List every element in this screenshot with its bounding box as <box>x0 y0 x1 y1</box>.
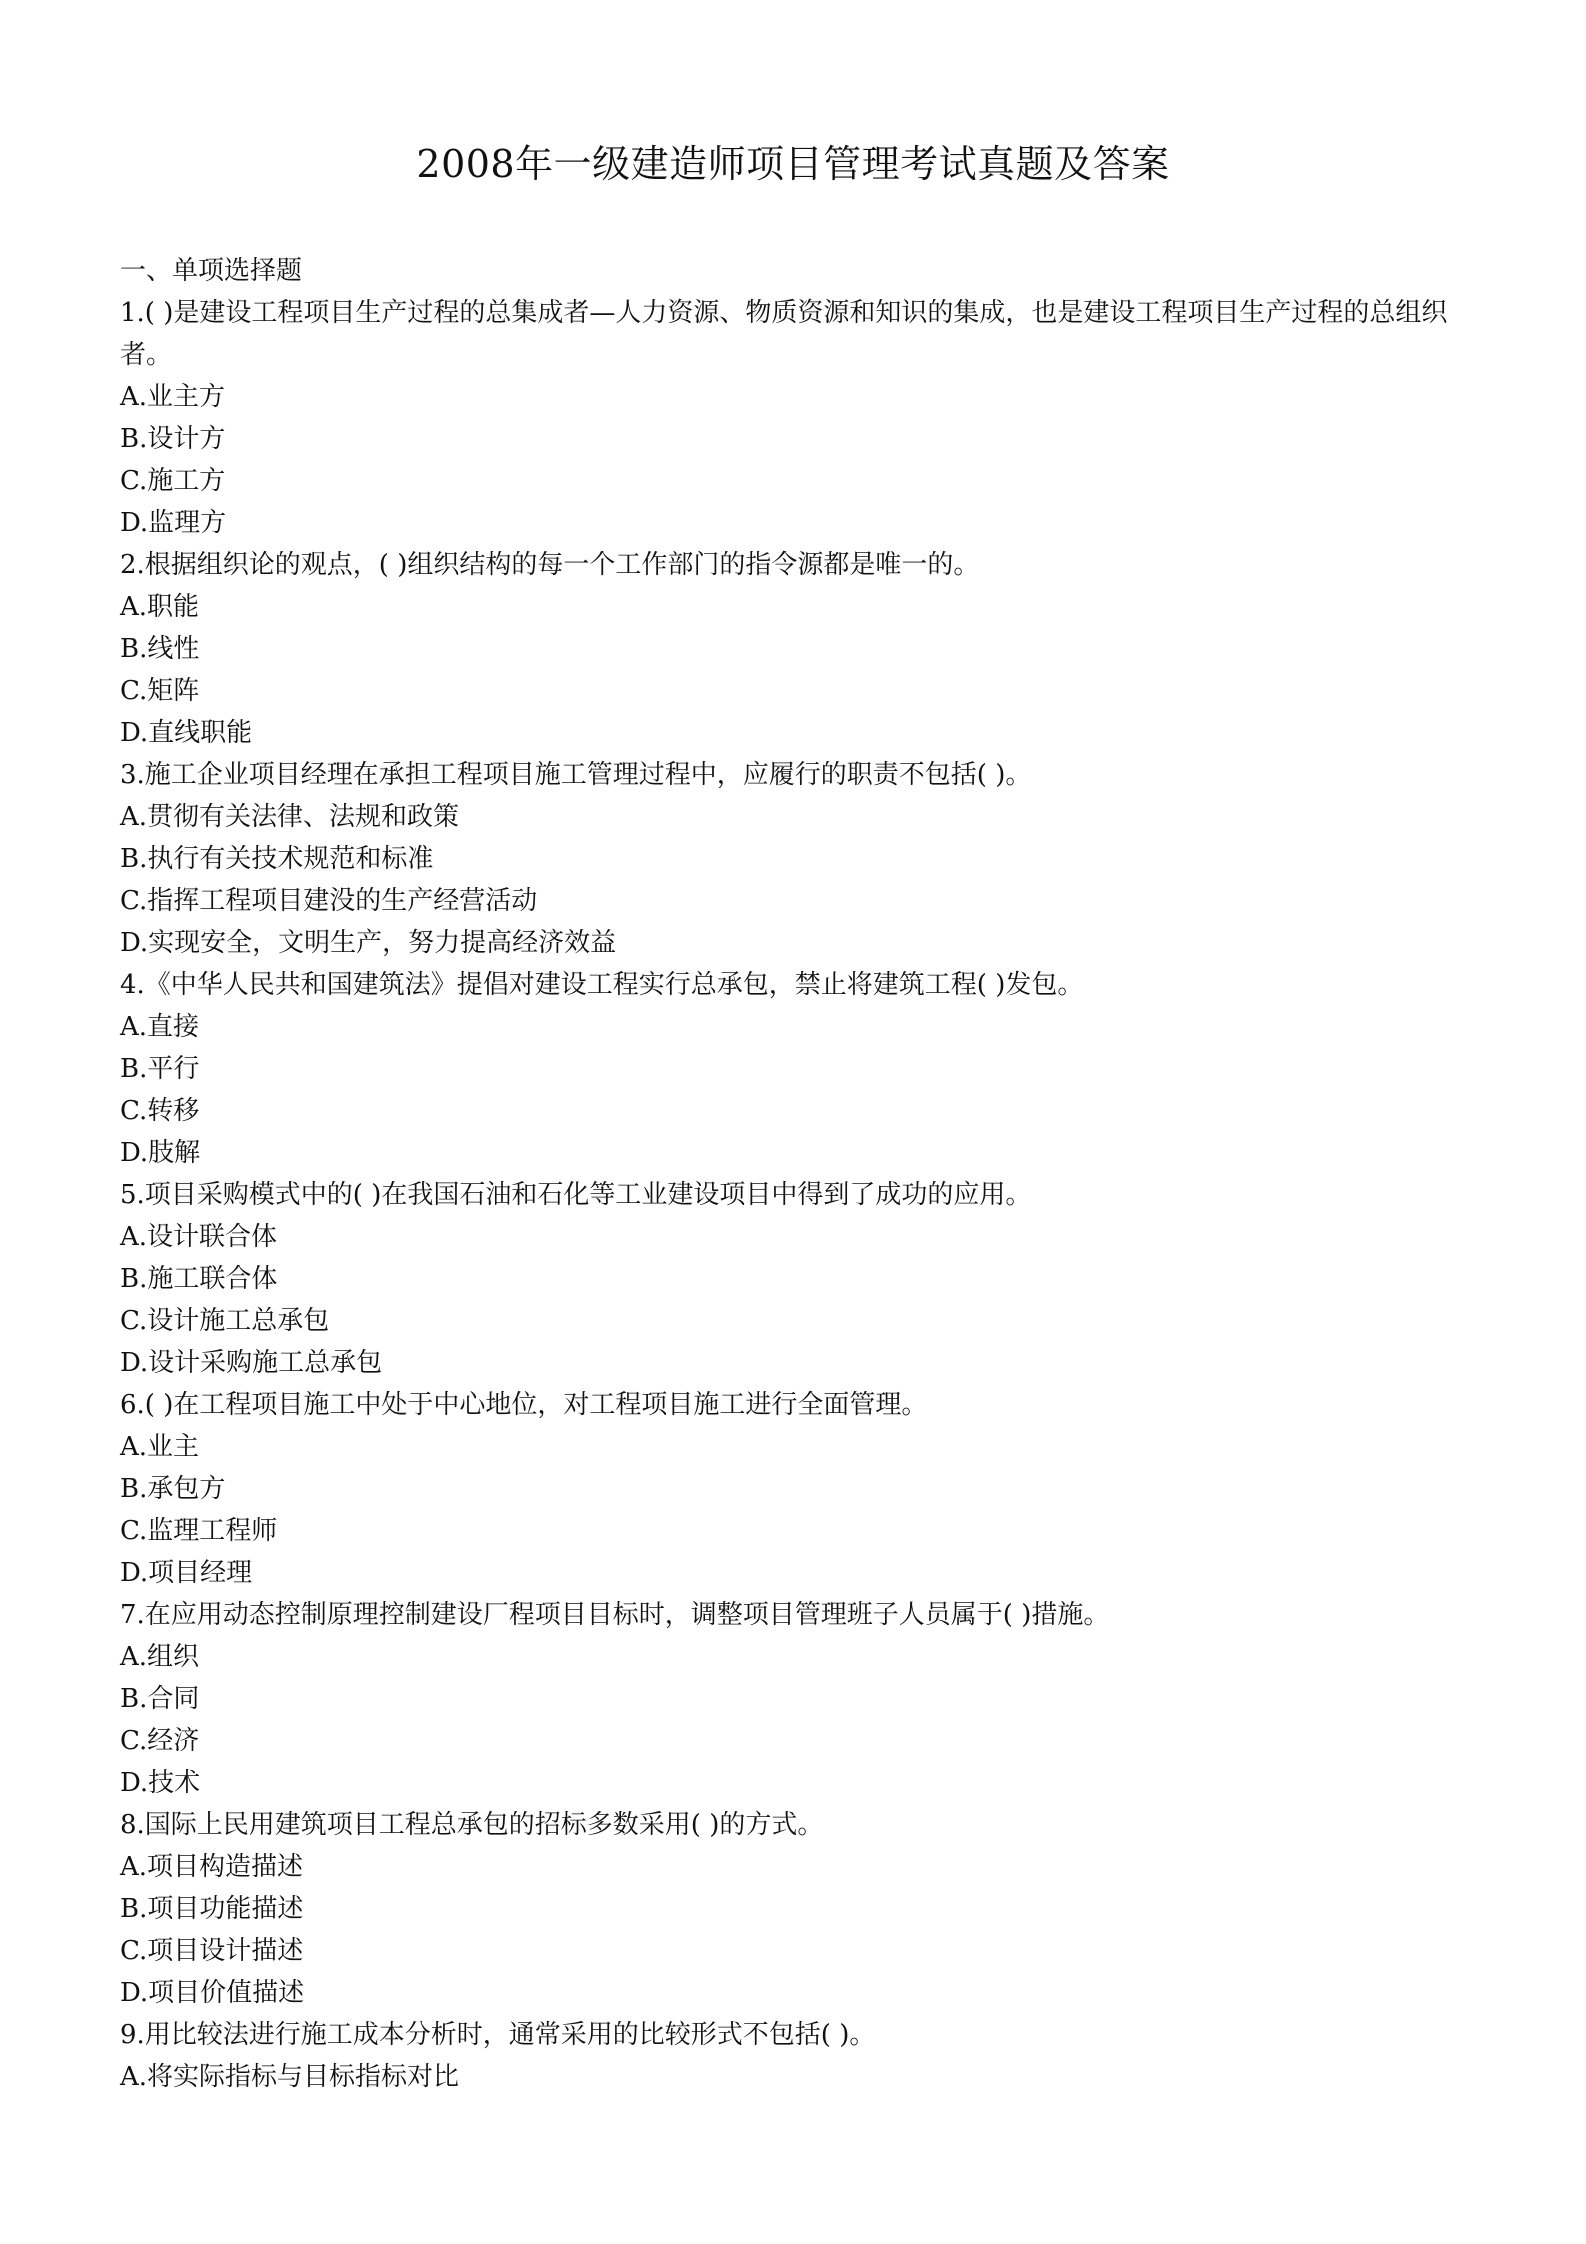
question-stem: 5.项目采购模式中的( )在我国石油和石化等工业建设项目中得到了成功的应用。 <box>120 1180 1032 1210</box>
document-body <box>120 250 1480 2098</box>
question-stem: 9.用比较法进行施工成本分析时，通常采用的比较形式不包括( )。 <box>120 2020 876 2050</box>
question-stem: 6.( )在工程项目施工中处于中心地位，对工程项目施工进行全面管理。 <box>120 1390 928 1420</box>
option-item: C.施工方 <box>120 466 226 496</box>
option-item: A.设计联合体 <box>120 1222 278 1252</box>
question-stem: 4.《中华人民共和国建筑法》提倡对建设工程实行总承包，禁止将建筑工程( )发包。 <box>120 970 1084 1000</box>
option-item: D.肢解 <box>120 1138 201 1168</box>
option-item: A.项目构造描述 <box>120 1852 304 1882</box>
option-item: A.组织 <box>120 1642 200 1672</box>
option-item: B.项目功能描述 <box>120 1894 304 1924</box>
option-item: D.监理方 <box>120 508 227 538</box>
option-item: A.贯彻有关法律、法规和政策 <box>120 802 460 832</box>
option-item: A.职能 <box>120 592 200 622</box>
option-item: A.将实际指标与目标指标对比 <box>120 2062 460 2092</box>
option-item: C.设计施工总承包 <box>120 1306 330 1336</box>
option-item: B.施工联合体 <box>120 1264 278 1294</box>
option-item: A.业主方 <box>120 382 226 412</box>
option-item: C.项目设计描述 <box>120 1936 304 1966</box>
option-item: C.转移 <box>120 1096 200 1126</box>
question-stem: 2.根据组织论的观点，( )组织结构的每一个工作部门的指令源都是唯一的。 <box>120 550 980 580</box>
question-stem: 3.施工企业项目经理在承担工程项目施工管理过程中，应履行的职责不包括( )。 <box>120 760 1032 790</box>
question-stem: 1.( )是建设工程项目生产过程的总集成者—人力资源、物质资源和知识的集成，也是建设工程项目生产过程的总组织者。 <box>120 298 1448 370</box>
option-item: B.承包方 <box>120 1474 226 1504</box>
option-item: D.项目经理 <box>120 1558 253 1588</box>
question-stem: 7.在应用动态控制原理控制建设厂程项目目标时，调整项目管理班子人员属于( )措施。 <box>120 1600 1110 1630</box>
option-item: D.设计采购施工总承包 <box>120 1348 383 1378</box>
option-item: A.业主 <box>120 1432 200 1462</box>
option-item: C.经济 <box>120 1726 200 1756</box>
question-stem: 8.国际上民用建筑项目工程总承包的招标多数采用( )的方式。 <box>120 1810 824 1840</box>
option-item: C.监理工程师 <box>120 1516 278 1546</box>
document-title: 2008年一级建造师项目管理考试真题及答案 <box>416 142 1170 186</box>
option-item: B.线性 <box>120 634 200 664</box>
option-item: D.技术 <box>120 1768 201 1798</box>
option-item: D.直线职能 <box>120 718 253 748</box>
option-item: D.项目价值描述 <box>120 1978 305 2008</box>
option-item: D.实现安全，文明生产，努力提高经济效益 <box>120 928 617 958</box>
option-item: B.执行有关技术规范和标准 <box>120 844 434 874</box>
option-item: C.矩阵 <box>120 676 200 706</box>
option-item: B.合同 <box>120 1684 200 1714</box>
option-item: B.平行 <box>120 1054 200 1084</box>
section-heading: 一、单项选择题 <box>120 256 303 286</box>
option-item: C.指挥工程项目建没的生产经营活动 <box>120 886 538 916</box>
option-item: A.直接 <box>120 1012 200 1042</box>
option-item: B.设计方 <box>120 424 226 454</box>
